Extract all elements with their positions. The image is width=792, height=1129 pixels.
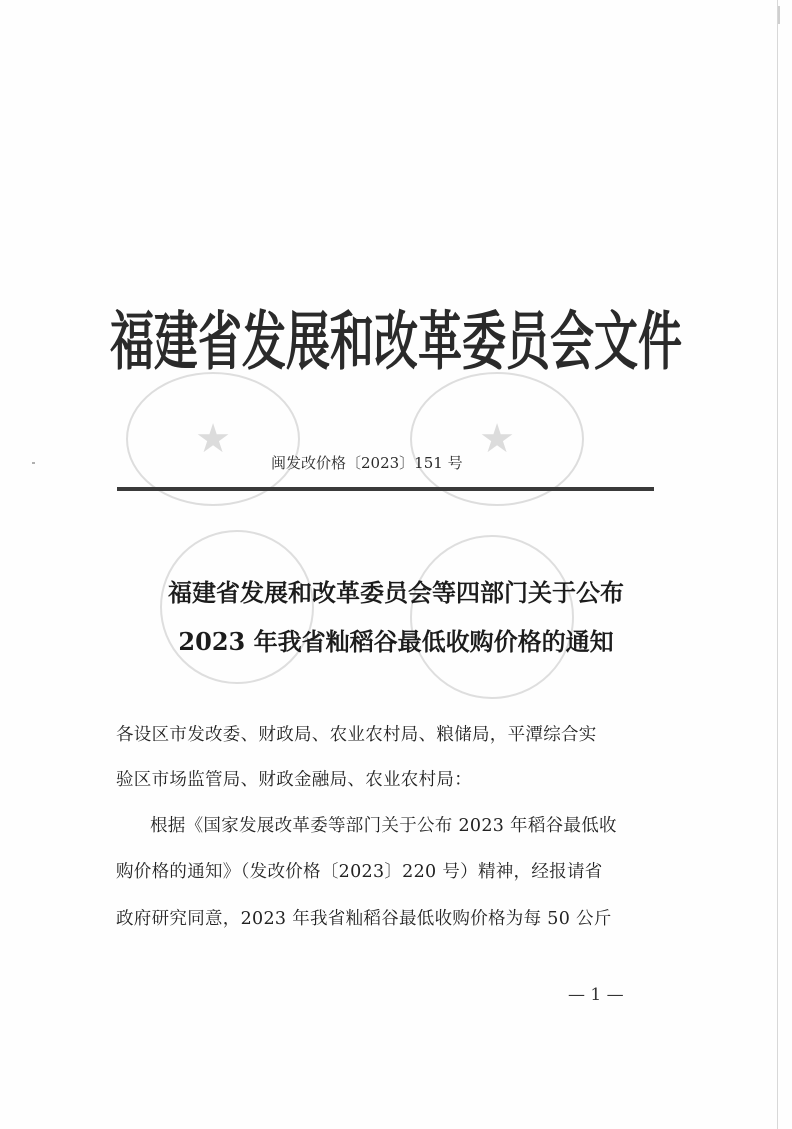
notice-title-line-1: 福建省发展和改革委员会等四部门关于公布 <box>168 578 624 607</box>
scan-edge-line <box>777 0 778 1129</box>
body-line-3: 根据《国家发展改革委等部门关于公布 2023 年稻谷最低收 <box>150 816 617 836</box>
body-line-1: 各设区市发改委、财政局、农业农村局、粮储局，平潭综合实 <box>116 725 597 745</box>
body-line-2: 验区市场监管局、财政金融局、农业农村局： <box>116 770 472 790</box>
document-number: 闽发改价格〔2023〕151 号 <box>271 454 463 472</box>
scan-speck <box>32 462 35 464</box>
notice-title-line-2: 2023 年我省籼稻谷最低收购价格的通知 <box>178 627 614 656</box>
scan-speck <box>778 6 780 24</box>
body-line-5: 政府研究同意，2023 年我省籼稻谷最低收购价格为每 50 公斤 <box>116 909 612 929</box>
page-number: — 1 — <box>568 985 624 1005</box>
star-seal-icon: ★ <box>479 416 515 462</box>
body-line-4: 购价格的通知》（发改价格〔2023〕220 号）精神，经报请省 <box>116 862 603 882</box>
header-divider-rule <box>117 487 654 491</box>
star-seal-icon: ★ <box>195 416 231 462</box>
document-header-title: 福建省发展和改革委员会文件 <box>110 305 682 380</box>
stamp-seal-right-lower <box>410 535 574 699</box>
